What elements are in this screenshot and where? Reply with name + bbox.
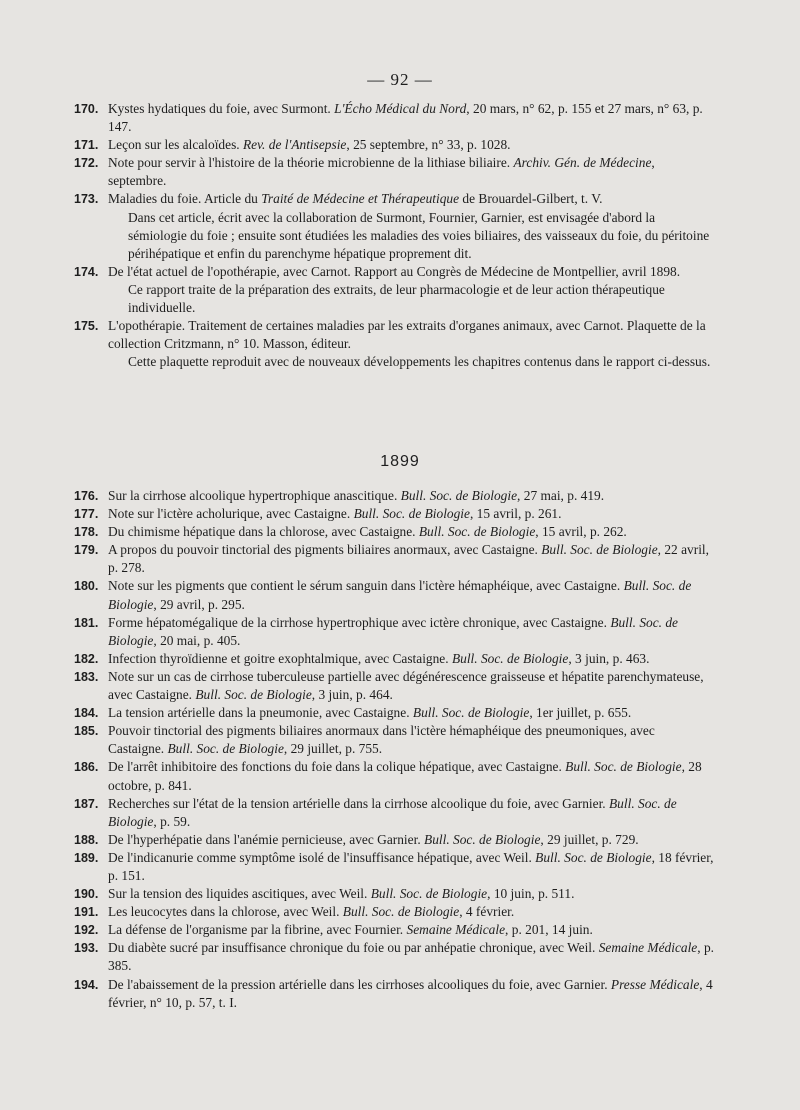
entry-number: 182. bbox=[74, 651, 99, 666]
journal-title: Bull. Soc. de Biologie bbox=[370, 886, 488, 902]
bibliography-entry bbox=[74, 668, 714, 704]
entry-text-segment: Note sur l'ictère acholurique, avec Castaigne. bbox=[108, 506, 354, 522]
entry-text-segment: , 3 juin, p. 464. bbox=[311, 687, 393, 703]
entry-number: 171. bbox=[74, 138, 99, 153]
bibliography-entry bbox=[74, 849, 714, 885]
journal-title: Bull. Soc. de Biologie bbox=[108, 614, 678, 648]
entry-text-segment: Du diabète sucré par insuffisance chronique du foie ou par anhépatie chronique, avec Weil. bbox=[108, 940, 599, 956]
entry-text-segment: , 29 juillet, p. 755. bbox=[283, 741, 383, 757]
entry-number: 179. bbox=[74, 543, 99, 558]
entry-text-segment: Note sur un cas de cirrhose tuberculeuse partielle avec dégénérescence graisseuse et hépatite parenchymateuse, avec Castaigne. bbox=[108, 668, 704, 703]
journal-title: Bull. Soc. de Biologie bbox=[541, 542, 658, 558]
entry-text-segment: De l'arrêt inhibitoire des fonctions du foie dans la colique hépatique, avec Castaigne. bbox=[108, 759, 566, 775]
entry-number: 184. bbox=[74, 706, 99, 721]
bibliography-list-1898 bbox=[74, 100, 714, 371]
entry-number: 172. bbox=[74, 156, 99, 171]
entry-number: 175. bbox=[74, 319, 99, 334]
entry-text bbox=[108, 921, 714, 939]
entry-text bbox=[108, 704, 714, 722]
entry-text bbox=[108, 487, 714, 505]
entry-text bbox=[108, 505, 714, 523]
entry-number: 177. bbox=[74, 507, 99, 522]
entry-text bbox=[108, 939, 714, 975]
entry-text bbox=[108, 849, 714, 885]
entry-number: 181. bbox=[74, 615, 99, 630]
entry-number: 193. bbox=[74, 941, 99, 956]
entry-text bbox=[108, 263, 714, 281]
entry-text bbox=[108, 668, 714, 704]
entry-text bbox=[108, 577, 714, 613]
journal-title: Semaine Médicale bbox=[598, 940, 698, 956]
bibliography-entry bbox=[74, 136, 714, 154]
bibliography-entry bbox=[74, 190, 714, 262]
bibliography-list-1899 bbox=[74, 487, 714, 1012]
entry-text-segment: Pouvoir tinctorial des pigments biliaires anormaux dans l'ictère hémaphéique des pneumoniques, avec Castaigne. bbox=[108, 723, 655, 757]
entry-text-segment: , 15 avril, p. 262. bbox=[535, 524, 627, 540]
entry-text-segment: , p. 59. bbox=[153, 813, 191, 829]
entry-number: 192. bbox=[74, 923, 99, 938]
entry-comment: Ce rapport traite de la préparation des extraits, de leur pharmacologie et de leur action thérapeutique individuelle. bbox=[128, 281, 665, 316]
entry-text bbox=[108, 722, 714, 758]
entry-text-segment: , p. 385. bbox=[108, 940, 714, 974]
entry-number: 185. bbox=[74, 724, 99, 739]
entry-text-segment: , p. 201, 14 juin. bbox=[505, 922, 593, 938]
bibliography-entry bbox=[74, 921, 714, 939]
bibliography-entry bbox=[74, 885, 714, 903]
entry-comment: Cette plaquette reproduit avec de nouveaux développements les chapitres contenus dans le rapport ci-dessus. bbox=[128, 354, 711, 370]
entry-text-segment: A propos du pouvoir tinctorial des pigments biliaires anormaux, avec Castaigne. bbox=[108, 542, 542, 558]
bibliography-entry bbox=[74, 704, 714, 722]
bibliography-entry bbox=[74, 263, 714, 317]
entry-text-segment: La tension artérielle dans la pneumonie, avec Castaigne. bbox=[108, 705, 413, 721]
bibliography-entry bbox=[74, 505, 714, 523]
journal-title: Bull. Soc. de Biologie bbox=[108, 795, 677, 829]
bibliography-entry bbox=[74, 939, 714, 975]
entry-text-segment: , 20 mars, n° 62, p. 155 et 27 mars, n° 63, p. 147. bbox=[108, 101, 703, 135]
journal-title: Semaine Médicale bbox=[406, 922, 506, 938]
entry-number: 180. bbox=[74, 579, 99, 594]
journal-title: Bull. Soc. de Biologie bbox=[353, 506, 470, 522]
entry-text-segment: Leçon sur les alcaloïdes. bbox=[108, 137, 243, 153]
entry-text-segment: , 18 février, p. 151. bbox=[108, 849, 714, 883]
entry-number: 187. bbox=[74, 796, 99, 811]
entry-text-segment: , 15 avril, p. 261. bbox=[469, 506, 562, 522]
entry-text-segment: , 29 juillet, p. 729. bbox=[540, 831, 639, 847]
journal-title: Bull. Soc. de Biologie bbox=[400, 488, 518, 503]
entry-text-segment: Kystes hydatiques du foie, avec Surmont. bbox=[108, 101, 335, 116]
bibliography-entry bbox=[74, 831, 714, 849]
entry-text bbox=[108, 100, 714, 136]
journal-title: Archiv. Gén. de Médecine bbox=[513, 155, 652, 171]
entry-number: 173. bbox=[74, 192, 99, 207]
journal-title: L'Écho Médical du Nord bbox=[334, 101, 467, 116]
entry-text-segment: Note pour servir à l'histoire de la théorie microbienne de la lithiase biliaire. bbox=[108, 155, 514, 171]
bibliography-entry bbox=[74, 577, 714, 613]
entry-text bbox=[108, 795, 714, 831]
entry-text-segment: Du chimisme hépatique dans la chlorose, avec Castaigne. bbox=[108, 524, 419, 540]
entry-comment: Dans cet article, écrit avec la collaboration de Surmont, Fournier, Garnier, est envisagée d'abord la sémiologie du foie ; ensuite sont étudiées les maladies des voies biliaires, des vaisseaux du foie, du péritoine périhépatique et enfin du parenchyme hépatique proprement dit. bbox=[128, 209, 710, 261]
entry-number: 191. bbox=[74, 905, 99, 920]
bibliography-entry bbox=[74, 154, 714, 190]
entry-text bbox=[108, 885, 714, 903]
entry-text bbox=[108, 136, 714, 154]
journal-title: Bull. Soc. de Biologie bbox=[424, 831, 541, 847]
journal-title: Bull. Soc. de Biologie bbox=[535, 849, 652, 865]
entry-text-segment: Les leucocytes dans la chlorose, avec Weil. bbox=[108, 904, 343, 920]
entry-text-segment: De l'indicanurie comme symptôme isolé de l'insuffisance hépatique, avec Weil. bbox=[108, 849, 536, 865]
entry-number: 186. bbox=[74, 760, 99, 775]
bibliography-entry bbox=[74, 795, 714, 831]
entry-text-segment: Infection thyroïdienne et goitre exophtalmique, avec Castaigne. bbox=[108, 650, 452, 666]
journal-title: Bull. Soc. de Biologie bbox=[418, 524, 536, 540]
journal-title: Bull. Soc. de Biologie bbox=[342, 904, 460, 920]
entry-text-segment: Maladies du foie. Article du bbox=[108, 191, 262, 207]
entry-number: 194. bbox=[74, 977, 99, 992]
entry-text bbox=[108, 190, 714, 208]
entry-text-segment: , 28 octobre, p. 841. bbox=[108, 759, 702, 793]
entry-text-segment: De l'abaissement de la pression artérielle dans les cirrhoses alcooliques du foie, avec Garnier. bbox=[108, 976, 611, 992]
entry-number: 178. bbox=[74, 525, 99, 540]
entry-number: 183. bbox=[74, 669, 99, 684]
entry-text-segment: L'opothérapie. Traitement de certaines maladies par les extraits d'organes animaux, avec Carnot. Plaquette de la collection Critzmann, n° 10. Masson, éditeur. bbox=[108, 318, 706, 352]
entry-number: 170. bbox=[74, 102, 99, 116]
journal-title: Bull. Soc. de Biologie bbox=[108, 578, 692, 612]
entry-text-segment: , 22 avril, p. 278. bbox=[108, 542, 709, 576]
entry-text bbox=[108, 614, 714, 650]
entry-text-segment: , 27 mai, p. 419. bbox=[517, 488, 605, 503]
bibliography-entry bbox=[74, 317, 714, 371]
bibliography-entry bbox=[74, 100, 714, 136]
entry-text bbox=[108, 831, 714, 849]
year-heading: 1899 bbox=[380, 453, 420, 470]
journal-title: Rev. de l'Antisepsie bbox=[242, 137, 347, 153]
entry-number: 189. bbox=[74, 850, 99, 865]
journal-title: Bull. Soc. de Biologie bbox=[412, 705, 530, 721]
bibliography-entry bbox=[74, 487, 714, 505]
entry-text bbox=[108, 541, 714, 577]
entry-number: 174. bbox=[74, 264, 99, 279]
entry-text-segment: , 1er juillet, p. 655. bbox=[529, 705, 632, 721]
journal-title: Bull. Soc. de Biologie bbox=[167, 741, 284, 757]
entry-text-segment: , 3 juin, p. 463. bbox=[568, 650, 650, 666]
entry-text-segment: , 25 septembre, n° 33, p. 1028. bbox=[346, 137, 511, 153]
entry-text-segment: Sur la cirrhose alcoolique hypertrophique anascitique. bbox=[108, 488, 401, 503]
entry-text-segment: de Brouardel-Gilbert, t. V. bbox=[459, 191, 603, 207]
journal-title: Bull. Soc. de Biologie bbox=[195, 687, 312, 703]
entry-text-segment: Note sur les pigments que contient le sérum sanguin dans l'ictère hémaphéique, avec Castaigne. bbox=[108, 578, 624, 594]
entry-text-segment: Sur la tension des liquides ascitiques, avec Weil. bbox=[108, 886, 371, 902]
entry-text bbox=[108, 317, 714, 353]
entry-number: 188. bbox=[74, 832, 99, 847]
entry-text bbox=[108, 758, 714, 794]
bibliography-entry bbox=[74, 650, 714, 668]
bibliography-entry bbox=[74, 614, 714, 650]
entry-text bbox=[108, 650, 714, 668]
page-number: — 92 — bbox=[367, 70, 433, 89]
entry-text-segment: La défense de l'organisme par la fibrine, avec Fournier. bbox=[108, 922, 407, 938]
entry-text bbox=[108, 903, 714, 921]
entry-number: 190. bbox=[74, 887, 99, 902]
entry-text-segment: Forme hépatomégalique de la cirrhose hypertrophique avec ictère chronique, avec Castaigne. bbox=[108, 614, 611, 630]
entry-text-segment: De l'hyperhépatie dans l'anémie pernicieuse, avec Garnier. bbox=[108, 831, 425, 847]
entry-text bbox=[108, 154, 714, 190]
entry-text-segment: , 4 février. bbox=[459, 904, 515, 920]
bibliography-entry bbox=[74, 903, 714, 921]
entry-text-segment: De l'état actuel de l'opothérapie, avec Carnot. Rapport au Congrès de Médecine de Montpellier, avril 1898. bbox=[108, 263, 681, 279]
bibliography-entry bbox=[74, 976, 714, 1012]
entry-text-segment: , 29 avril, p. 295. bbox=[153, 596, 245, 612]
entry-text-segment: Recherches sur l'état de la tension artérielle dans la cirrhose alcoolique du foie, avec Garnier. bbox=[108, 795, 609, 811]
entry-number: 176. bbox=[74, 489, 99, 503]
journal-title: Traité de Médecine et Thérapeutique bbox=[261, 191, 460, 207]
entry-text-segment: , 4 février, n° 10, p. 57, t. I. bbox=[108, 976, 713, 1010]
journal-title: Presse Médicale bbox=[610, 976, 700, 992]
journal-title: Bull. Soc. de Biologie bbox=[451, 650, 569, 666]
entry-text bbox=[108, 523, 714, 541]
journal-title: Bull. Soc. de Biologie bbox=[565, 759, 682, 775]
entry-text-segment: , 10 juin, p. 511. bbox=[487, 886, 575, 902]
entry-text bbox=[108, 976, 714, 1012]
bibliography-entry bbox=[74, 722, 714, 758]
bibliography-entry bbox=[74, 541, 714, 577]
entry-text-segment: , septembre. bbox=[108, 155, 655, 189]
bibliography-entry bbox=[74, 758, 714, 794]
entry-text-segment: , 20 mai, p. 405. bbox=[153, 632, 241, 648]
bibliography-entry bbox=[74, 523, 714, 541]
